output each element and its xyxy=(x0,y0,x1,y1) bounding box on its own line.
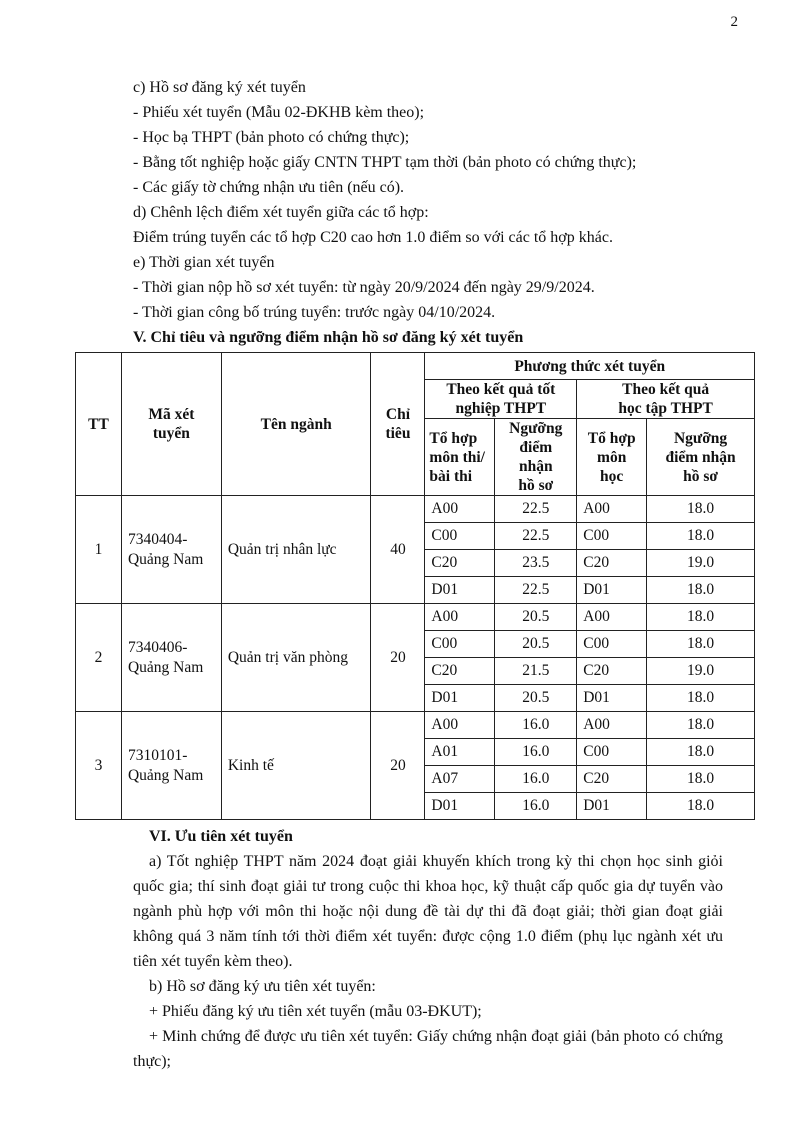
study-score: 18.0 xyxy=(647,496,755,523)
study-combo: A00 xyxy=(577,496,647,523)
study-combo: A00 xyxy=(577,604,647,631)
study-score: 18.0 xyxy=(647,766,755,793)
table-row xyxy=(76,496,755,523)
row-major-name: Quản trị nhân lực xyxy=(221,496,371,604)
row-tt: 3 xyxy=(76,712,122,820)
exam-score: 20.5 xyxy=(495,631,577,658)
study-score: 19.0 xyxy=(647,658,755,685)
section-e-item: - Thời gian nộp hồ sơ xét tuyển: từ ngày 20/9/2024 đến ngày 29/9/2024. xyxy=(133,279,595,296)
header-nguong-hoc: Ngưỡng điểm nhận hồ sơ xyxy=(647,419,755,496)
row-major-name: Quản trị văn phòng xyxy=(221,604,371,712)
exam-score: 20.5 xyxy=(495,685,577,712)
exam-combo: C00 xyxy=(425,631,495,658)
exam-score: 21.5 xyxy=(495,658,577,685)
exam-score: 16.0 xyxy=(495,739,577,766)
section-vi-para-a: a) Tốt nghiệp THPT năm 2024 đoạt giải khuyến khích trong kỳ thi chọn học sinh giỏi quốc gia; thí sinh đoạt giải tư trong cuộc thi khoa học, kỹ thuật cấp quốc gia dự tuyển vào ngành phù hợp với môn thi hoặc nội dung đề tài dự thi đã đoạt giải; thời gian đoạt giải không quá 3 năm tính tới thời điểm xét tuyển: được cộng 1.0 điểm (phụ lục ngành xét ưu tiên xét tuyển kèm theo). xyxy=(133,853,723,970)
study-combo: C00 xyxy=(577,739,647,766)
section-c-item: - Phiếu xét tuyển (Mẫu 02-ĐKHB kèm theo); xyxy=(133,104,425,121)
study-combo: A00 xyxy=(577,712,647,739)
row-code: 7310101- Quảng Nam xyxy=(121,712,221,820)
row-code: 7340404- Quảng Nam xyxy=(121,496,221,604)
exam-combo: C00 xyxy=(425,523,495,550)
exam-combo: D01 xyxy=(425,577,495,604)
section-vi-b-item: + Minh chứng để được ưu tiên xét tuyển: Giấy chứng nhận đoạt giải (bản photo có chứng thực); xyxy=(133,1028,723,1070)
row-tt: 2 xyxy=(76,604,122,712)
page-number: 2 xyxy=(730,14,738,30)
exam-score: 22.5 xyxy=(495,577,577,604)
section-e-item: - Thời gian công bố trúng tuyển: trước ngày 04/10/2024. xyxy=(133,304,496,321)
study-combo: D01 xyxy=(577,577,647,604)
exam-combo: A01 xyxy=(425,739,495,766)
section-d-title: d) Chênh lệch điểm xét tuyển giữa các tổ hợp: xyxy=(133,204,429,221)
section-vi-b-title: b) Hồ sơ đăng ký ưu tiên xét tuyển: xyxy=(149,978,376,995)
exam-combo: A00 xyxy=(425,604,495,631)
header-to-hop-hoc: Tổ hợp môn học xyxy=(577,419,647,496)
exam-score: 16.0 xyxy=(495,712,577,739)
study-combo: C20 xyxy=(577,766,647,793)
header-ma-xet-tuyen: Mã xét tuyển xyxy=(121,353,221,496)
exam-combo: D01 xyxy=(425,793,495,820)
row-quota: 40 xyxy=(371,496,425,604)
row-tt: 1 xyxy=(76,496,122,604)
section-v-title: V. Chỉ tiêu và ngưỡng điểm nhận hồ sơ đăng ký xét tuyển xyxy=(133,329,524,346)
exam-combo: C20 xyxy=(425,550,495,577)
header-to-hop-thi: Tổ hợp môn thi/ bài thi xyxy=(425,419,495,496)
header-chi-tieu: Chỉ tiêu xyxy=(371,353,425,496)
study-combo: C00 xyxy=(577,523,647,550)
study-score: 18.0 xyxy=(647,523,755,550)
admission-table xyxy=(75,352,755,820)
study-combo: C20 xyxy=(577,658,647,685)
row-code: 7340406- Quảng Nam xyxy=(121,604,221,712)
section-c-item: - Học bạ THPT (bản photo có chứng thực); xyxy=(133,129,410,146)
section-d-text: Điểm trúng tuyển các tổ hợp C20 cao hơn 1.0 điểm so với các tổ hợp khác. xyxy=(133,229,613,246)
study-score: 18.0 xyxy=(647,604,755,631)
study-score: 18.0 xyxy=(647,631,755,658)
header-theo-hoc-tap: Theo kết quả học tập THPT xyxy=(577,380,755,419)
study-combo: C00 xyxy=(577,631,647,658)
row-major-name: Kinh tế xyxy=(221,712,371,820)
study-score: 19.0 xyxy=(647,550,755,577)
table-row xyxy=(76,712,755,739)
header-ten-nganh: Tên ngành xyxy=(221,353,371,496)
header-phuong-thuc: Phương thức xét tuyển xyxy=(425,353,755,380)
study-combo: D01 xyxy=(577,793,647,820)
section-vi-title: VI. Ưu tiên xét tuyển xyxy=(149,828,293,845)
section-e-title: e) Thời gian xét tuyển xyxy=(133,254,275,271)
study-score: 18.0 xyxy=(647,739,755,766)
table-row xyxy=(76,604,755,631)
exam-combo: A00 xyxy=(425,712,495,739)
header-tt: TT xyxy=(76,353,122,496)
exam-combo: A07 xyxy=(425,766,495,793)
section-c-item: - Các giấy tờ chứng nhận ưu tiên (nếu có). xyxy=(133,179,405,196)
exam-combo: D01 xyxy=(425,685,495,712)
section-vi-b-item: + Phiếu đăng ký ưu tiên xét tuyển (mẫu 03-ĐKUT); xyxy=(149,1003,482,1020)
row-quota: 20 xyxy=(371,604,425,712)
study-score: 18.0 xyxy=(647,577,755,604)
header-nguong-thi: Ngưỡng điểm nhận hồ sơ xyxy=(495,419,577,496)
row-quota: 20 xyxy=(371,712,425,820)
exam-score: 22.5 xyxy=(495,496,577,523)
document-body xyxy=(88,75,736,1074)
exam-score: 22.5 xyxy=(495,523,577,550)
exam-score: 23.5 xyxy=(495,550,577,577)
header-theo-tot-nghiep: Theo kết quả tốt nghiệp THPT xyxy=(425,380,577,419)
exam-combo: A00 xyxy=(425,496,495,523)
exam-score: 16.0 xyxy=(495,766,577,793)
study-score: 18.0 xyxy=(647,712,755,739)
exam-combo: C20 xyxy=(425,658,495,685)
table-header-row xyxy=(76,353,755,380)
section-c-title: c) Hồ sơ đăng ký xét tuyển xyxy=(133,79,306,96)
study-score: 18.0 xyxy=(647,685,755,712)
study-combo: C20 xyxy=(577,550,647,577)
section-c-item: - Bằng tốt nghiệp hoặc giấy CNTN THPT tạm thời (bản photo có chứng thực); xyxy=(133,154,637,171)
study-score: 18.0 xyxy=(647,793,755,820)
study-combo: D01 xyxy=(577,685,647,712)
exam-score: 20.5 xyxy=(495,604,577,631)
exam-score: 16.0 xyxy=(495,793,577,820)
